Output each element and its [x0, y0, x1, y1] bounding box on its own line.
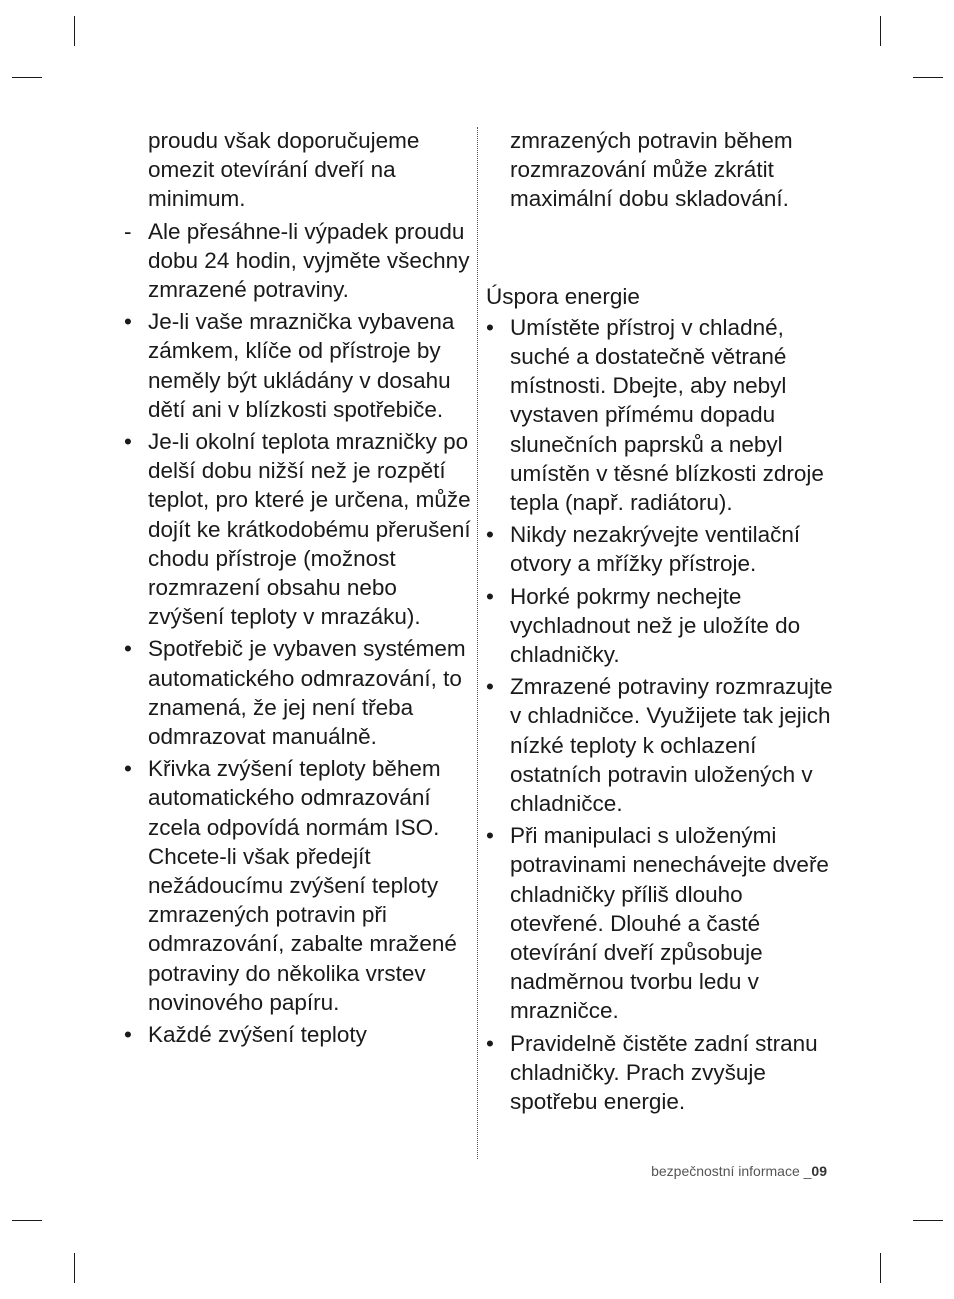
list-item — [486, 582, 836, 670]
right-column — [486, 126, 836, 1119]
bullet-marker: • — [486, 314, 494, 340]
list-item — [124, 217, 474, 305]
left-column — [124, 126, 474, 1052]
bullet-marker: • — [124, 429, 132, 455]
crop-mark — [12, 77, 42, 78]
list-item-text: Křivka zvýšení teploty během automatického odmrazování zcela odpovídá normám ISO. Chcete-li však předejít nežádoucímu zvýšení teploty zmrazených potravin při odmrazování, zabalte mražené potraviny do několika vrstev novinového papíru. — [148, 756, 457, 1015]
bullet-marker: • — [486, 522, 494, 548]
column-divider — [477, 127, 478, 1159]
list-item — [124, 307, 474, 424]
crop-mark — [12, 1220, 42, 1221]
bullet-marker: • — [486, 823, 494, 849]
list-item-text: Pravidelně čistěte zadní stranu chladničky. Prach zvyšuje spotřebu energie. — [510, 1030, 818, 1115]
page-number: 09 — [811, 1163, 827, 1179]
list-item-text: Je-li vaše mraznička vybavena zámkem, klíče od přístroje by neměly být ukládány v dosahu dětí ani v blízkosti spotřebiče. — [148, 309, 455, 422]
bullet-marker: • — [124, 309, 132, 335]
bullet-marker: • — [124, 1022, 132, 1048]
crop-mark — [913, 77, 943, 78]
list-item-text: Při manipulaci s uloženými potravinami nenechávejte dveře chladničky příliš dlouho otevřené. Dlouhé a časté otevírání dveří způsobuje nadměrnou tvorbu ledu v mrazničce. — [510, 823, 829, 1024]
list-item-text: Je-li okolní teplota mrazničky po delší dobu nižší než je rozpětí teplot, pro které je určena, může dojít ke krátkodobému přerušení chodu přístroje (možnost rozmrazení obsahu nebo zvýšení teploty v mrazáku). — [148, 429, 471, 630]
continuation-text: zmrazených potravin během rozmrazování může zkrátit maximální dobu skladování. — [510, 128, 793, 212]
list-item-text: Každé zvýšení teploty — [148, 1022, 367, 1048]
list-item-text: Nikdy nezakrývejte ventilační otvory a mřížky přístroje. — [510, 522, 801, 577]
list-item — [486, 821, 836, 1025]
list-item — [486, 1029, 836, 1117]
list-item — [486, 672, 836, 818]
list-item — [124, 427, 474, 631]
list-item-text: Horké pokrmy nechejte vychladnout než je uložíte do chladničky. — [510, 583, 801, 668]
bullet-marker: • — [124, 636, 132, 662]
bullet-marker: • — [486, 674, 494, 700]
continuation-text: proudu však doporučujeme omezit otevírání dveří na minimum. — [148, 128, 420, 212]
dash-marker: - — [124, 218, 132, 244]
list-item — [486, 520, 836, 578]
list-item — [124, 754, 474, 1017]
list-item — [124, 634, 474, 751]
list-item-text: Spotřebič je vybaven systémem automatického odmrazování, to znamená, že jej není třeba odmrazovat manuálně. — [148, 636, 466, 750]
bullet-marker: • — [486, 1030, 494, 1056]
list-item-text: Zmrazené potraviny rozmrazujte v chladničce. Využijete tak jejich nízké teploty k ochlazení ostatních potravin uložených v chladničce. — [510, 674, 833, 817]
list-item-text: Ale přesáhne-li výpadek proudu dobu 24 hodin, vyjměte všechny zmrazené potraviny. — [148, 218, 470, 303]
list-item — [124, 1020, 474, 1049]
crop-mark — [913, 1220, 943, 1221]
crop-mark — [880, 16, 881, 46]
bullet-marker: • — [124, 756, 132, 782]
list-item-text: Umístěte přístroj v chladné, suché a dostatečně větrané místnosti. Dbejte, aby nebyl vystaven přímému dopadu slunečních paprsků a nebyl umístěn v těsné blízkosti zdroje tepla (např. radiátoru). — [510, 314, 824, 516]
bullet-marker: • — [486, 583, 494, 609]
crop-mark — [74, 16, 75, 46]
list-item — [486, 313, 836, 517]
footer-section-label: bezpečnostní informace _ — [651, 1163, 812, 1179]
crop-mark — [74, 1253, 75, 1283]
page-footer — [651, 1163, 827, 1179]
crop-mark — [880, 1253, 881, 1283]
section-heading: Úspora energie — [486, 283, 640, 309]
